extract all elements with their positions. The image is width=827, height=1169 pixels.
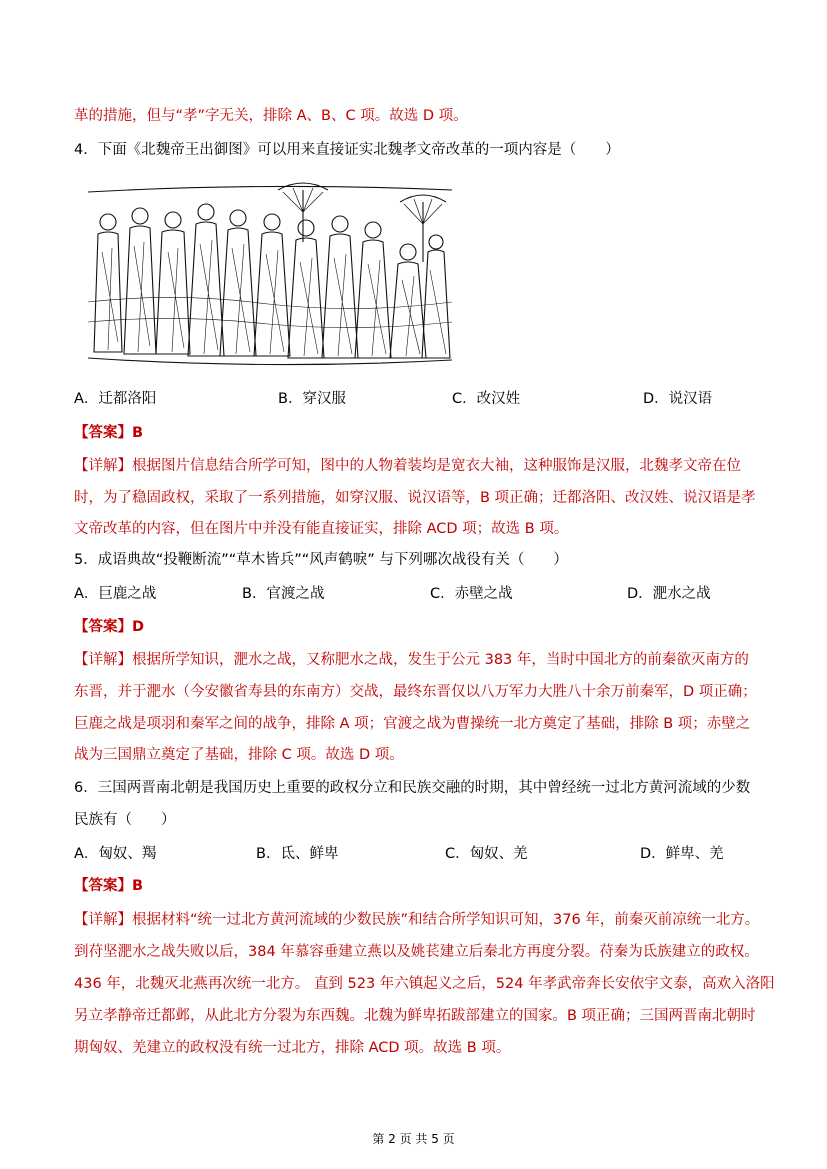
question-6: 民族有（ ）	[74, 812, 176, 828]
question-5: 5．成语典故“投鞭断流”“草木皆兵”“风声鹤唳” 与下列哪次战役有关（ ）	[74, 552, 568, 568]
q5-answer: 【答案】D	[74, 619, 145, 635]
q5-detail-line: 巨鹿之战是项羽和秦军之间的战争，排除 A 项；官渡之战为曹操统一北方奠定了基础，排除 B 项；赤壁之	[74, 716, 751, 732]
question-4: 4．下面《北魏帝王出御图》可以用来直接证实北魏孝文帝改革的一项内容是（ ）	[74, 142, 620, 158]
question-6: 6．三国两晋南北朝是我国历史上重要的政权分立和民族交融的时期，其中曾经统一过北方黄河流域的少数	[74, 780, 751, 796]
q6-detail-line: 另立孝静帝迁都邺，从此北方分裂为东西魏。北魏为鲜卑拓跋部建立的国家。B 项正确；三国两晋南北朝时	[74, 1008, 756, 1024]
q4-option-d: D．说汉语	[643, 391, 713, 407]
q5-option-b: B．官渡之战	[242, 586, 325, 602]
q4-answer: 【答案】B	[74, 425, 144, 441]
q4-detail-line: 【详解】根据图片信息结合所学可知，图中的人物着装均是宽衣大袖，这种服饰是汉服，北魏孝文帝在位	[74, 458, 741, 474]
q5-option-d: D．淝水之战	[627, 586, 711, 602]
q6-option-c: C．匈奴、羌	[445, 846, 528, 862]
page-footer: 第 2 页 共 5 页	[372, 1132, 455, 1146]
q4-detail-line: 时，为了稳固政权，采取了一系列措施，如穿汉服、说汉语等，B 项正确；迁都洛阳、改汉姓、说汉语是孝	[74, 490, 756, 506]
q5-detail-line: 东晋，并于淝水（今安徽省寿县的东南方）交战，最终东晋仅以八万军力大胜八十余万前秦军，D 项正确；	[74, 684, 757, 700]
q5-detail-line: 战为三国鼎立奠定了基础，排除 C 项。故选 D 项。	[74, 747, 404, 763]
q6-detail-line: 到苻坚淝水之战失败以后，384 年慕容垂建立燕以及姚苌建立后秦北方再度分裂。苻秦为氐族建立的政权。	[74, 944, 759, 960]
q4-option-a: A．迁都洛阳	[74, 391, 157, 407]
q6-option-a: A．匈奴、羯	[74, 846, 157, 862]
q4-detail-line: 文帝改革的内容，但在图片中并没有能直接证实，排除 ACD 项；故选 B 项。	[74, 521, 569, 537]
q6-detail-line: 期匈奴、羌建立的政权没有统一过北方，排除 ACD 项。故选 B 项。	[74, 1040, 511, 1056]
q6-option-d: D．鲜卑、羌	[640, 846, 724, 862]
prev-detail-end: 革的措施，但与“孝”字无关，排除 A、B、C 项。故选 D 项。	[74, 108, 468, 124]
q6-detail-line: 【详解】根据材料“统一过北方黄河流域的少数民族”和结合所学知识可知，376 年，前秦灭前凉统一北方。	[74, 912, 760, 928]
q6-detail-line: 436 年，北魏灭北燕再次统一北方。 直到 523 年六镇起义之后，524 年孝武帝奔长安依宇文泰，高欢入洛阳	[74, 976, 775, 992]
q6-answer: 【答案】B	[74, 878, 144, 894]
northern-wei-emperor-procession-image	[88, 182, 452, 370]
q5-option-c: C．赤壁之战	[430, 586, 513, 602]
q4-option-c: C．改汉姓	[452, 391, 521, 407]
q5-option-a: A．巨鹿之战	[74, 586, 157, 602]
q4-option-b: B．穿汉服	[278, 391, 346, 407]
q6-option-b: B．氐、鲜卑	[256, 846, 339, 862]
q5-detail-line: 【详解】根据所学知识，淝水之战，又称肥水之战，发生于公元 383 年，当时中国北方的前秦欲灭南方的	[74, 652, 749, 668]
